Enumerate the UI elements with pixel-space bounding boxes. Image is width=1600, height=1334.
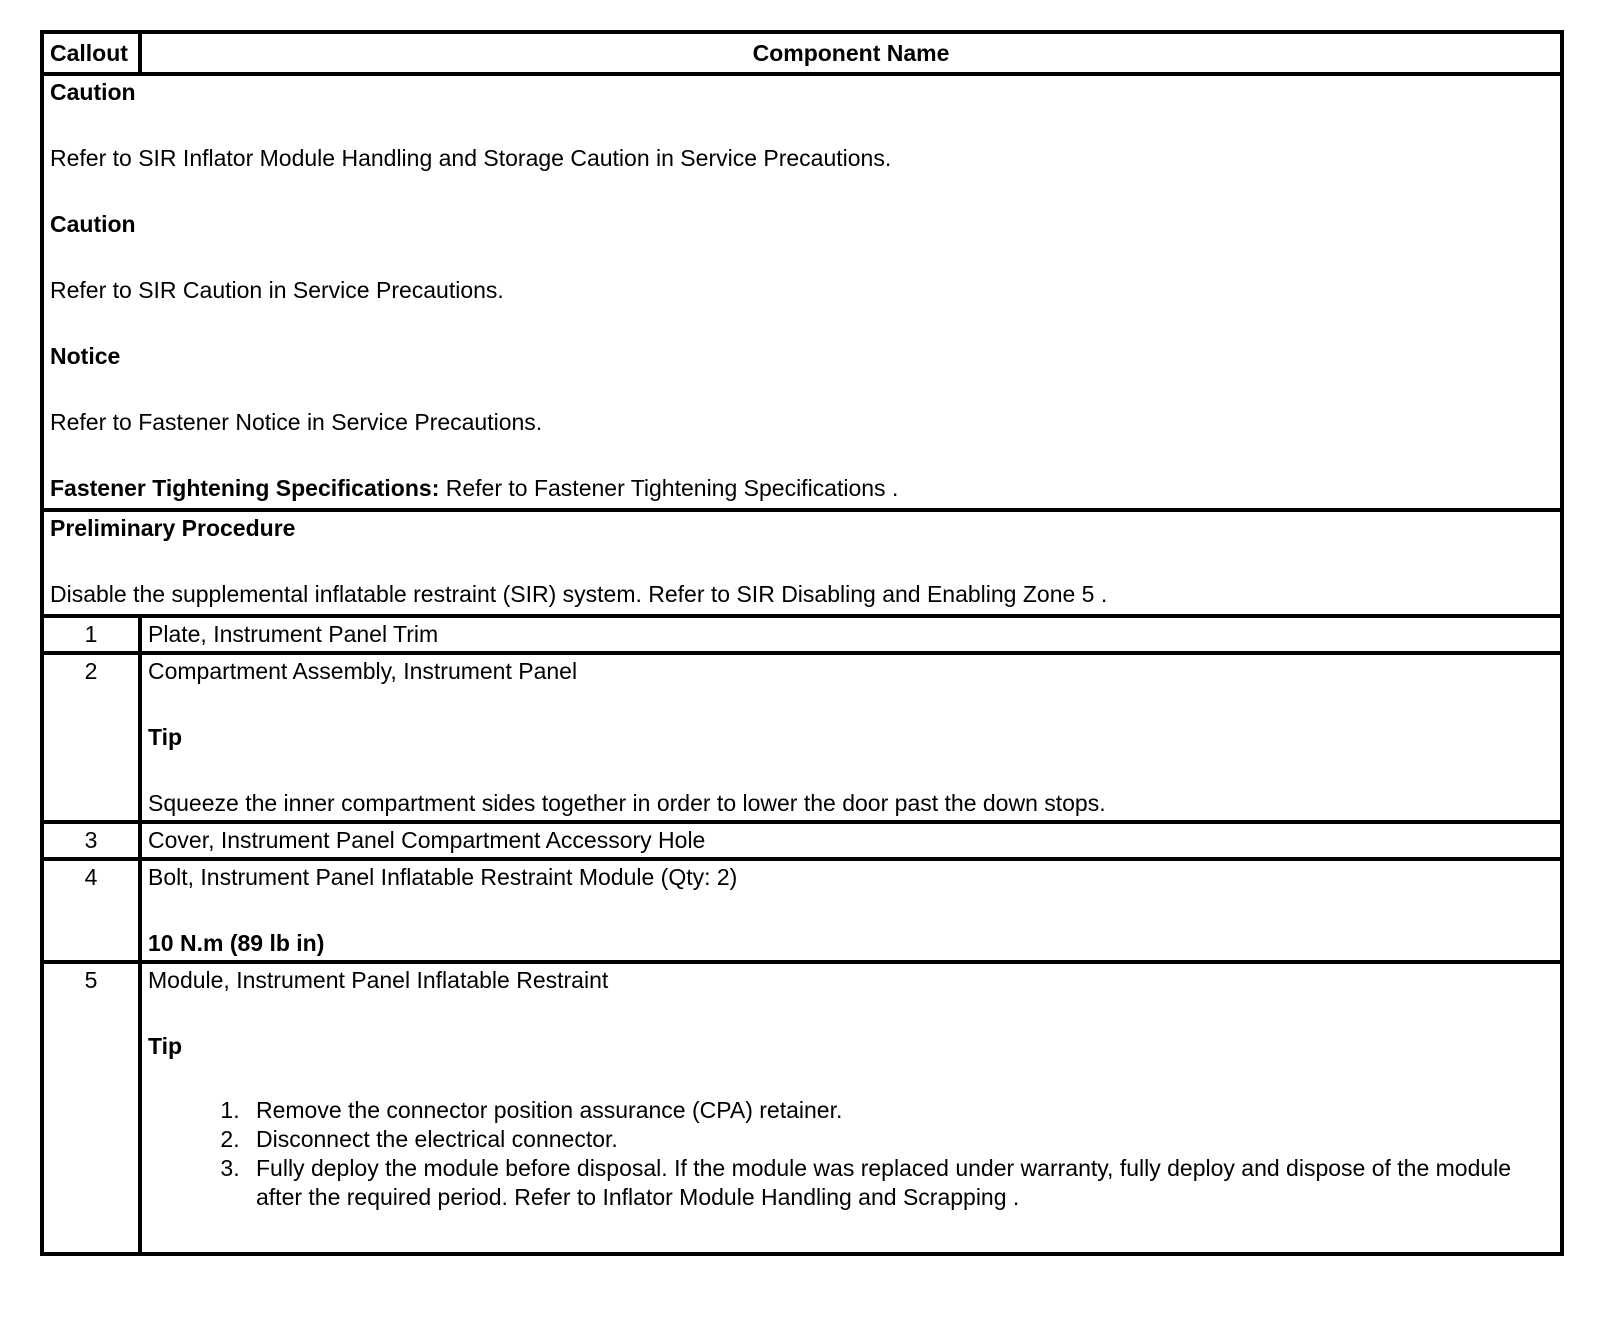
callout-number: 1 bbox=[42, 616, 140, 653]
table-row bbox=[42, 616, 1562, 653]
component-name: Bolt, Instrument Panel Inflatable Restraint Module (Qty: 2) bbox=[148, 864, 738, 890]
component-cell bbox=[140, 859, 1562, 962]
fastener-spec bbox=[50, 472, 1554, 505]
component-name-column-header: Component Name bbox=[140, 32, 1562, 74]
tip-step: 2. Disconnect the electrical connector. bbox=[246, 1125, 1554, 1154]
callout-number: 4 bbox=[42, 859, 140, 962]
table-row bbox=[42, 822, 1562, 859]
tip-step: 3. Fully deploy the module before disposal. If the module was replaced under warranty, fully deploy and dispose of the module after the required period. Refer to Inflator Module Handling and Scrapping . bbox=[246, 1154, 1554, 1212]
callout-number: 5 bbox=[42, 962, 140, 1254]
component-cell bbox=[140, 653, 1562, 822]
caution-text-2: Refer to SIR Caution in Service Precautions. bbox=[50, 277, 504, 303]
caution-title-1: Caution bbox=[50, 79, 136, 105]
tip-steps-list bbox=[148, 1096, 1554, 1212]
fastener-spec-text: Refer to Fastener Tightening Specifications . bbox=[439, 475, 899, 501]
component-table bbox=[40, 30, 1564, 1256]
table-header-row bbox=[42, 32, 1562, 74]
table-row bbox=[42, 859, 1562, 962]
notice-text: Refer to Fastener Notice in Service Precautions. bbox=[50, 409, 543, 435]
warnings-cell bbox=[42, 74, 1562, 510]
preliminary-title: Preliminary Procedure bbox=[50, 515, 296, 541]
notice-title: Notice bbox=[50, 343, 121, 369]
component-name: Cover, Instrument Panel Compartment Accessory Hole bbox=[140, 822, 1562, 859]
caution-text-1: Refer to SIR Inflator Module Handling and Storage Caution in Service Precautions. bbox=[50, 145, 892, 171]
torque-spec: 10 N.m (89 lb in) bbox=[148, 930, 325, 956]
caution-title-2: Caution bbox=[50, 211, 136, 237]
preliminary-text: Disable the supplemental inflatable restraint (SIR) system. Refer to SIR Disabling and Enabling Zone 5 . bbox=[50, 581, 1108, 607]
table-row bbox=[42, 653, 1562, 822]
tip-label: Tip bbox=[148, 724, 183, 750]
callout-number: 3 bbox=[42, 822, 140, 859]
component-name: Plate, Instrument Panel Trim bbox=[140, 616, 1562, 653]
fastener-spec-label: Fastener Tightening Specifications: bbox=[50, 475, 440, 501]
component-cell bbox=[140, 962, 1562, 1254]
warnings-row bbox=[42, 74, 1562, 510]
preliminary-cell bbox=[42, 510, 1562, 616]
component-name: Compartment Assembly, Instrument Panel bbox=[148, 658, 578, 684]
preliminary-row bbox=[42, 510, 1562, 616]
table-row bbox=[42, 962, 1562, 1254]
tip-text: Squeeze the inner compartment sides together in order to lower the door past the down stops. bbox=[148, 790, 1106, 816]
component-name: Module, Instrument Panel Inflatable Restraint bbox=[148, 967, 609, 993]
tip-label: Tip bbox=[148, 1033, 183, 1059]
tip-step: 1. Remove the connector position assurance (CPA) retainer. bbox=[246, 1096, 1554, 1125]
callout-number: 2 bbox=[42, 653, 140, 822]
callout-column-header: Callout bbox=[42, 32, 140, 74]
